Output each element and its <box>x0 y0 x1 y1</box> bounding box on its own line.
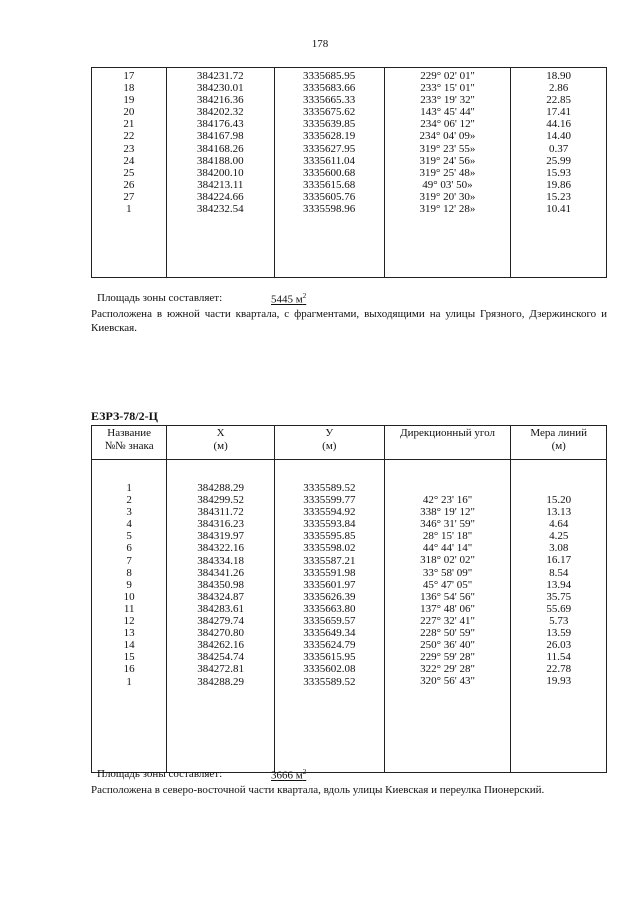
table-cell: 338° 19' 12" <box>420 506 475 519</box>
table-cell: 319° 12' 28» <box>419 203 476 216</box>
table-cell: 3335599.77 <box>303 494 356 507</box>
table-cell: 24 <box>123 154 135 167</box>
table-cell: 3335605.76 <box>303 190 356 203</box>
table-cell: 15.20 <box>546 494 572 506</box>
table-cell: 19 <box>123 94 135 107</box>
table-cell: 10 <box>123 590 135 603</box>
table-cell: 16 <box>123 663 135 676</box>
table-cell: 3335591.98 <box>303 566 356 579</box>
table-cell: 3335683.66 <box>303 82 356 95</box>
table-cell: 384167.98 <box>196 130 244 143</box>
table-cell: 320° 56' 43" <box>420 675 475 688</box>
table-cell: 384322.16 <box>197 542 244 555</box>
table-cell: 384272.81 <box>197 663 244 676</box>
header-y: У (м) <box>274 426 384 460</box>
header-direction-angle: Дирекционный угол <box>384 426 511 460</box>
table-cell: 137° 48' 06" <box>420 602 475 615</box>
table-cell: 3335627.95 <box>303 142 356 155</box>
table-cell: 4 <box>126 518 132 531</box>
table-cell: 15.93 <box>546 166 572 179</box>
table-cell: 23 <box>123 142 135 155</box>
table-cell: 18 <box>123 82 135 95</box>
table-cell: 3335595.85 <box>303 530 356 543</box>
table-cell: 3.08 <box>549 542 569 555</box>
table-cell: 3335615.68 <box>303 178 356 191</box>
table-cell: 384350.98 <box>197 578 244 591</box>
table-cell: 3335587.21 <box>303 554 356 567</box>
y-coordinate-column <box>275 482 384 688</box>
table-cell: 8.54 <box>549 566 569 579</box>
table-cell: 21 <box>123 118 135 131</box>
table-cell: 17.41 <box>546 106 572 119</box>
header-x: Х (м) <box>167 426 275 460</box>
table-cell: 3335600.68 <box>303 166 356 179</box>
table-cell: 384334.18 <box>197 554 244 567</box>
table-cell: 250° 36' 40" <box>420 639 475 652</box>
table-cell: 0.37 <box>549 142 569 155</box>
table-cell: 318° 02' 02" <box>420 554 475 567</box>
table-cell: 49° 03' 50» <box>422 178 473 191</box>
table-cell: 13.94 <box>546 578 572 591</box>
table-cell: 384262.16 <box>197 639 244 652</box>
table-cell: 25 <box>123 166 135 179</box>
table-cell: 11 <box>123 602 135 615</box>
table-cell: 2.86 <box>549 82 569 95</box>
table-cell: 384202.32 <box>196 106 244 119</box>
area-value: 3666 $м^2$ <box>271 768 307 782</box>
table-cell: 384311.72 <box>197 506 244 519</box>
direction-angle-column <box>385 70 511 215</box>
table-cell: 27 <box>123 190 135 203</box>
table-cell: 319° 20' 30» <box>419 190 476 203</box>
direction-angle-column <box>385 488 511 688</box>
table-cell: 384230.01 <box>196 82 244 95</box>
table-cell: 13.13 <box>546 506 572 519</box>
table-cell: 10.41 <box>546 203 572 216</box>
table-cell: 3335594.92 <box>303 506 356 519</box>
table-cell: 3335598.96 <box>303 203 356 216</box>
table-cell: 143° 45' 44'' <box>420 106 475 119</box>
coordinates-table-continued <box>91 67 607 278</box>
table-cell: 3335589.52 <box>303 482 356 494</box>
table-cell: 384200.10 <box>196 166 244 179</box>
table-cell: 1 <box>126 203 132 216</box>
table-cell: 3335649.34 <box>303 627 356 640</box>
line-length-column <box>511 488 606 688</box>
table-cell: 384168.26 <box>196 142 244 155</box>
table-cell: 3335589.52 <box>303 675 356 688</box>
table-cell: 322° 29' 28" <box>420 663 475 676</box>
coordinates-table <box>91 425 607 773</box>
table-cell: 384270.80 <box>197 627 244 640</box>
table-cell: 384231.72 <box>196 70 244 82</box>
page-number: 178 <box>311 38 329 50</box>
y-coordinate-column <box>275 70 384 215</box>
table-cell: 44.16 <box>546 118 572 131</box>
table-cell: 14 <box>123 639 135 652</box>
table-cell: 229° 59' 28" <box>420 651 475 664</box>
table-cell: 234° 06' 12'' <box>420 118 475 131</box>
table-cell: 7 <box>126 554 132 567</box>
table-cell: 55.69 <box>546 602 572 615</box>
table-cell: 20 <box>123 106 135 119</box>
table-cell: 3 <box>126 506 132 519</box>
table-cell: 136° 54' 56" <box>420 590 475 603</box>
table-cell: 3335611.04 <box>303 154 356 167</box>
table-cell: 384254.74 <box>197 651 244 664</box>
table-cell: 319° 25' 48» <box>419 166 476 179</box>
table-cell: 3335665.33 <box>303 94 356 107</box>
table-cell: 28° 15' 18" <box>422 530 473 543</box>
table-cell: 3335659.57 <box>303 615 356 628</box>
zone1-area <box>97 292 307 306</box>
section-title: ЕЗРЗ-78/2-Ц <box>91 409 158 423</box>
table-cell: 17 <box>123 70 135 82</box>
table-cell: 3335615.95 <box>303 651 356 664</box>
area-label: Площадь зоны составляет: <box>97 292 223 304</box>
table-cell: 11.54 <box>546 651 571 664</box>
table-cell: 1 <box>126 675 132 688</box>
table-cell: 3335626.39 <box>303 590 356 603</box>
table-cell: 384216.36 <box>196 94 244 107</box>
table-cell: 42° 23' 16" <box>422 494 473 506</box>
x-coordinate-column <box>167 70 274 215</box>
table-cell: 233° 19' 32'' <box>420 94 475 107</box>
table-cell: 8 <box>126 566 132 579</box>
table-cell: 384288.29 <box>197 482 244 494</box>
table-cell: 18.90 <box>546 70 572 82</box>
table-cell: 9 <box>126 578 132 591</box>
table-cell: 384176.43 <box>196 118 244 131</box>
table-cell: 384316.23 <box>197 518 244 531</box>
table-cell: 15 <box>123 651 135 664</box>
table-cell: 5 <box>126 530 132 543</box>
table-cell: 3335624.79 <box>303 639 356 652</box>
table-cell: 5.73 <box>549 614 569 627</box>
table-cell: 384232.54 <box>196 203 244 216</box>
table-cell: 4.64 <box>549 518 569 531</box>
table-cell: 3335601.97 <box>303 578 356 591</box>
zone2-area <box>97 768 307 782</box>
point-number-column <box>92 70 166 215</box>
table-cell: 3335598.02 <box>303 542 356 555</box>
table-cell: 3335602.08 <box>303 663 356 676</box>
table-cell: 22.85 <box>546 94 572 107</box>
table-cell: 384299.52 <box>197 494 244 507</box>
table-cell: 384213.11 <box>197 178 244 191</box>
table-cell: 319° 24' 56» <box>419 154 476 167</box>
zone2-description: Расположена в северо-восточной части квартала, вдоль улицы Киевская и переулка Пионерский. <box>91 784 545 796</box>
table-cell: 13 <box>123 627 135 640</box>
table-cell: 6 <box>126 542 132 555</box>
table-cell: 19.93 <box>546 675 572 688</box>
area-value: 5445 $м^2$ <box>271 292 307 306</box>
table-cell: 3335663.80 <box>303 602 356 615</box>
table-cell: 35.75 <box>546 590 572 603</box>
table-cell: 384279.74 <box>197 615 244 628</box>
area-label: Площадь зоны составляет: <box>97 768 223 780</box>
table-cell: 25.99 <box>546 154 572 167</box>
table-cell: 26.03 <box>546 639 572 652</box>
table-cell: 346° 31' 59" <box>420 518 475 531</box>
table-cell: 228° 50' 59" <box>420 627 475 640</box>
table-cell: 22 <box>123 130 135 143</box>
table-cell: 2 <box>126 494 132 507</box>
table-cell: 3335639.85 <box>303 118 356 131</box>
table-cell: 3335593.84 <box>303 518 356 531</box>
table-cell: 26 <box>123 178 135 191</box>
table-cell: 233° 15' 01'' <box>420 82 475 95</box>
table-cell: 384288.29 <box>197 675 244 688</box>
point-number-column <box>92 482 166 688</box>
table-cell: 16.17 <box>546 554 572 567</box>
table-cell: 234° 04' 09» <box>419 130 476 143</box>
zone1-description: Расположена в южной части квартала, с фрагментами, выходящими на улицы Грязного, Дзержинского и Киевская. <box>91 308 607 334</box>
header-line-length: Мера линий (м) <box>511 426 607 460</box>
table-cell: 1 <box>126 482 132 494</box>
table-cell: 12 <box>123 615 135 628</box>
table-cell: 3335675.62 <box>303 106 356 119</box>
table-cell: 384319.97 <box>197 530 244 543</box>
table-cell: 384341.26 <box>197 566 244 579</box>
line-length-column <box>511 70 606 215</box>
table-cell: 319° 23' 55» <box>419 142 476 155</box>
header-point-name: Название №№ знака <box>92 426 167 460</box>
table-cell: 227° 32' 41" <box>420 614 475 627</box>
table-cell: 4.25 <box>549 530 569 543</box>
table-cell: 33° 58' 09" <box>422 566 473 579</box>
table-cell: 44° 44' 14" <box>422 542 473 555</box>
table-cell: 3335685.95 <box>303 70 356 82</box>
table-cell: 22.78 <box>546 663 572 676</box>
x-coordinate-column <box>167 482 274 688</box>
table-cell: 384188.00 <box>196 154 244 167</box>
table-cell: 13.59 <box>546 627 572 640</box>
table-cell: 14.40 <box>546 130 572 143</box>
table-cell: 384224.66 <box>196 190 244 203</box>
table-cell: 384324.87 <box>197 590 244 603</box>
table-cell: 15.23 <box>546 190 572 203</box>
table-cell: 19.86 <box>546 178 572 191</box>
table-cell: 384283.61 <box>197 602 244 615</box>
table-cell: 229° 02' 01'' <box>420 70 475 82</box>
table-cell: 3335628.19 <box>303 130 356 143</box>
table-cell: 45° 47' 05" <box>422 578 473 591</box>
